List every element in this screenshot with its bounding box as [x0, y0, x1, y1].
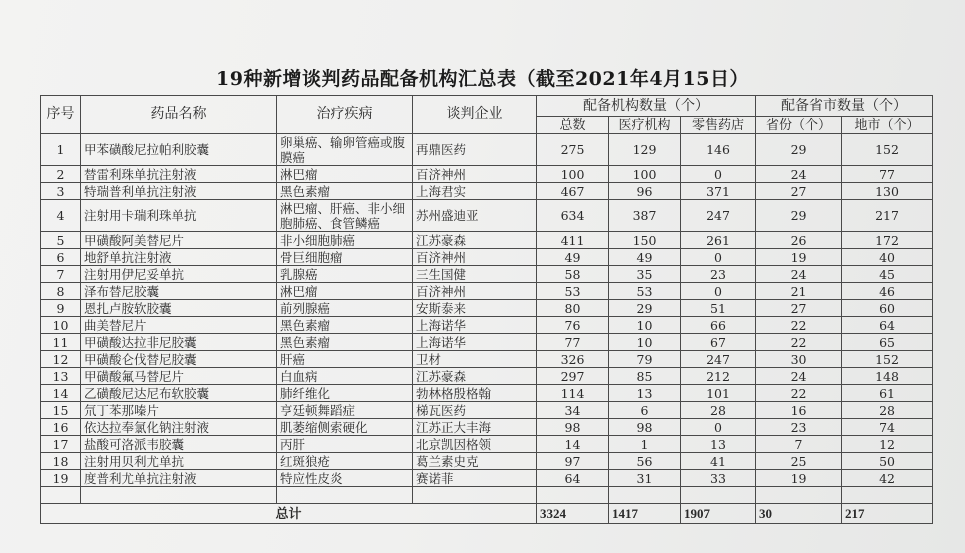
row-seq: 15	[41, 402, 81, 419]
table-row	[41, 166, 933, 183]
total-provinces: 30	[756, 504, 842, 524]
row-drug-name: 地舒单抗注射液	[81, 249, 277, 266]
row-disease: 特应性皮炎	[277, 470, 413, 487]
row-disease: 前列腺癌	[277, 300, 413, 317]
row-retail: 0	[681, 419, 756, 436]
row-retail: 67	[681, 334, 756, 351]
row-drug-name: 注射用卡瑞利珠单抗	[81, 200, 277, 232]
row-company: 江苏正大丰海	[413, 419, 537, 436]
row-seq: 7	[41, 266, 81, 283]
row-medical: 31	[609, 470, 681, 487]
row-cities: 45	[842, 266, 933, 283]
row-seq: 13	[41, 368, 81, 385]
row-seq: 6	[41, 249, 81, 266]
row-total: 114	[537, 385, 609, 402]
row-total: 49	[537, 249, 609, 266]
row-disease: 淋巴瘤、肝癌、非小细胞肺癌、食管鳞癌	[277, 200, 413, 232]
row-medical: 10	[609, 334, 681, 351]
total-row	[41, 504, 933, 524]
row-provinces: 22	[756, 317, 842, 334]
row-cities: 217	[842, 200, 933, 232]
row-retail: 28	[681, 402, 756, 419]
row-provinces: 22	[756, 334, 842, 351]
row-drug-name: 甲磺酸达拉非尼胶囊	[81, 334, 277, 351]
total-label: 总计	[41, 504, 537, 524]
row-disease: 卵巢癌、输卵管癌或腹膜癌	[277, 134, 413, 166]
row-disease: 黑色素瘤	[277, 334, 413, 351]
row-total: 64	[537, 470, 609, 487]
total-cities: 217	[842, 504, 933, 524]
row-retail: 41	[681, 453, 756, 470]
table-row	[41, 266, 933, 283]
row-seq: 3	[41, 183, 81, 200]
row-provinces: 19	[756, 470, 842, 487]
table-row	[41, 419, 933, 436]
row-company: 北京凯因格领	[413, 436, 537, 453]
row-total: 76	[537, 317, 609, 334]
row-company: 赛诺菲	[413, 470, 537, 487]
row-drug-name: 注射用贝利尤单抗	[81, 453, 277, 470]
row-drug-name: 甲磺酸氟马替尼片	[81, 368, 277, 385]
table-row	[41, 334, 933, 351]
row-medical: 6	[609, 402, 681, 419]
row-provinces: 24	[756, 368, 842, 385]
row-company: 卫材	[413, 351, 537, 368]
row-cities: 50	[842, 453, 933, 470]
row-cities: 172	[842, 232, 933, 249]
row-cities: 40	[842, 249, 933, 266]
row-cities: 152	[842, 134, 933, 166]
table-body	[41, 134, 933, 487]
row-medical: 96	[609, 183, 681, 200]
row-total: 297	[537, 368, 609, 385]
header-drug: 药品名称	[81, 96, 277, 134]
row-total: 97	[537, 453, 609, 470]
row-total: 77	[537, 334, 609, 351]
row-provinces: 16	[756, 402, 842, 419]
table-row	[41, 200, 933, 232]
row-cities: 130	[842, 183, 933, 200]
row-seq: 2	[41, 166, 81, 183]
row-total: 58	[537, 266, 609, 283]
row-drug-name: 泽布替尼胶囊	[81, 283, 277, 300]
row-provinces: 27	[756, 183, 842, 200]
row-provinces: 25	[756, 453, 842, 470]
table-row	[41, 249, 933, 266]
row-retail: 66	[681, 317, 756, 334]
page-title: 19种新增谈判药品配备机构汇总表（截至2021年4月15日）	[216, 68, 749, 90]
row-seq: 14	[41, 385, 81, 402]
row-company: 安斯泰来	[413, 300, 537, 317]
row-seq: 9	[41, 300, 81, 317]
table-row	[41, 453, 933, 470]
header-medical: 医疗机构	[609, 117, 681, 134]
row-drug-name: 甲磺酸阿美替尼片	[81, 232, 277, 249]
row-disease: 肺纤维化	[277, 385, 413, 402]
row-retail: 101	[681, 385, 756, 402]
row-provinces: 23	[756, 419, 842, 436]
row-drug-name: 特瑞普利单抗注射液	[81, 183, 277, 200]
row-seq: 16	[41, 419, 81, 436]
row-cities: 152	[842, 351, 933, 368]
table-row	[41, 300, 933, 317]
row-medical: 49	[609, 249, 681, 266]
row-retail: 23	[681, 266, 756, 283]
row-drug-name: 恩扎卢胺软胶囊	[81, 300, 277, 317]
row-seq: 18	[41, 453, 81, 470]
row-seq: 17	[41, 436, 81, 453]
row-cities: 60	[842, 300, 933, 317]
row-seq: 11	[41, 334, 81, 351]
row-provinces: 24	[756, 266, 842, 283]
row-company: 梯瓦医药	[413, 402, 537, 419]
row-seq: 4	[41, 200, 81, 232]
row-total: 275	[537, 134, 609, 166]
header-company: 谈判企业	[413, 96, 537, 134]
row-company: 江苏豪森	[413, 232, 537, 249]
row-drug-name: 甲苯磺酸尼拉帕利胶囊	[81, 134, 277, 166]
total-retail: 1907	[681, 504, 756, 524]
header-provinces: 省份（个）	[756, 117, 842, 134]
row-provinces: 30	[756, 351, 842, 368]
row-cities: 64	[842, 317, 933, 334]
row-medical: 85	[609, 368, 681, 385]
header-disease: 治疗疾病	[277, 96, 413, 134]
row-cities: 74	[842, 419, 933, 436]
header-seq: 序号	[41, 96, 81, 134]
row-retail: 247	[681, 200, 756, 232]
row-seq: 5	[41, 232, 81, 249]
row-cities: 42	[842, 470, 933, 487]
row-cities: 77	[842, 166, 933, 183]
row-drug-name: 氘丁苯那嗪片	[81, 402, 277, 419]
row-provinces: 7	[756, 436, 842, 453]
row-medical: 98	[609, 419, 681, 436]
row-retail: 33	[681, 470, 756, 487]
row-drug-name: 注射用伊尼妥单抗	[81, 266, 277, 283]
row-disease: 骨巨细胞瘤	[277, 249, 413, 266]
row-retail: 371	[681, 183, 756, 200]
row-company: 葛兰素史克	[413, 453, 537, 470]
row-seq: 1	[41, 134, 81, 166]
row-provinces: 24	[756, 166, 842, 183]
table-row	[41, 385, 933, 402]
row-retail: 261	[681, 232, 756, 249]
row-total: 53	[537, 283, 609, 300]
row-total: 634	[537, 200, 609, 232]
row-company: 百济神州	[413, 283, 537, 300]
row-company: 百济神州	[413, 249, 537, 266]
row-company: 再鼎医药	[413, 134, 537, 166]
row-retail: 0	[681, 283, 756, 300]
row-retail: 51	[681, 300, 756, 317]
row-provinces: 29	[756, 200, 842, 232]
table-row	[41, 470, 933, 487]
row-provinces: 27	[756, 300, 842, 317]
row-drug-name: 依达拉奉氯化钠注射液	[81, 419, 277, 436]
row-company: 苏州盛迪亚	[413, 200, 537, 232]
row-company: 三生国健	[413, 266, 537, 283]
row-medical: 79	[609, 351, 681, 368]
row-medical: 129	[609, 134, 681, 166]
row-total: 411	[537, 232, 609, 249]
row-total: 80	[537, 300, 609, 317]
row-medical: 1	[609, 436, 681, 453]
row-medical: 35	[609, 266, 681, 283]
row-retail: 212	[681, 368, 756, 385]
row-disease: 淋巴瘤	[277, 283, 413, 300]
row-cities: 28	[842, 402, 933, 419]
table-row	[41, 232, 933, 249]
header-cities: 地市（个）	[842, 117, 933, 134]
row-disease: 肌萎缩侧索硬化	[277, 419, 413, 436]
blank-row	[41, 487, 933, 504]
row-retail: 0	[681, 249, 756, 266]
table-row	[41, 283, 933, 300]
row-cities: 61	[842, 385, 933, 402]
row-total: 34	[537, 402, 609, 419]
row-disease: 亨廷顿舞蹈症	[277, 402, 413, 419]
row-seq: 12	[41, 351, 81, 368]
row-provinces: 19	[756, 249, 842, 266]
row-retail: 247	[681, 351, 756, 368]
table-row	[41, 317, 933, 334]
row-medical: 387	[609, 200, 681, 232]
row-total: 467	[537, 183, 609, 200]
row-drug-name: 曲美替尼片	[81, 317, 277, 334]
row-seq: 8	[41, 283, 81, 300]
row-total: 98	[537, 419, 609, 436]
total-medical: 1417	[609, 504, 681, 524]
row-provinces: 22	[756, 385, 842, 402]
row-medical: 56	[609, 453, 681, 470]
table-row	[41, 134, 933, 166]
row-disease: 丙肝	[277, 436, 413, 453]
row-seq: 19	[41, 470, 81, 487]
row-company: 百济神州	[413, 166, 537, 183]
row-total: 14	[537, 436, 609, 453]
row-cities: 12	[842, 436, 933, 453]
table-row	[41, 436, 933, 453]
row-company: 上海君实	[413, 183, 537, 200]
row-retail: 13	[681, 436, 756, 453]
table-row	[41, 368, 933, 385]
row-provinces: 29	[756, 134, 842, 166]
row-seq: 10	[41, 317, 81, 334]
header-institutions: 配备机构数量（个）	[537, 96, 756, 117]
row-drug-name: 度普利尤单抗注射液	[81, 470, 277, 487]
row-medical: 53	[609, 283, 681, 300]
row-cities: 65	[842, 334, 933, 351]
row-total: 100	[537, 166, 609, 183]
row-provinces: 21	[756, 283, 842, 300]
row-disease: 黑色素瘤	[277, 317, 413, 334]
row-retail: 0	[681, 166, 756, 183]
row-cities: 148	[842, 368, 933, 385]
row-company: 江苏豪森	[413, 368, 537, 385]
row-medical: 13	[609, 385, 681, 402]
row-disease: 黑色素瘤	[277, 183, 413, 200]
row-disease: 乳腺癌	[277, 266, 413, 283]
row-cities: 46	[842, 283, 933, 300]
row-disease: 红斑狼疮	[277, 453, 413, 470]
total-institutions: 3324	[537, 504, 609, 524]
row-drug-name: 乙磺酸尼达尼布软胶囊	[81, 385, 277, 402]
row-medical: 150	[609, 232, 681, 249]
row-retail: 146	[681, 134, 756, 166]
row-provinces: 26	[756, 232, 842, 249]
table-row	[41, 351, 933, 368]
row-company: 上海诺华	[413, 317, 537, 334]
row-disease: 淋巴瘤	[277, 166, 413, 183]
row-total: 326	[537, 351, 609, 368]
header-retail: 零售药店	[681, 117, 756, 134]
row-drug-name: 盐酸可洛派韦胶囊	[81, 436, 277, 453]
table-row	[41, 183, 933, 200]
row-drug-name: 甲磺酸仑伐替尼胶囊	[81, 351, 277, 368]
row-medical: 100	[609, 166, 681, 183]
header-regions: 配备省市数量（个）	[756, 96, 933, 117]
row-company: 上海诺华	[413, 334, 537, 351]
summary-table	[40, 95, 933, 524]
row-medical: 29	[609, 300, 681, 317]
table-row	[41, 402, 933, 419]
row-drug-name: 替雷利珠单抗注射液	[81, 166, 277, 183]
header-total: 总数	[537, 117, 609, 134]
row-disease: 非小细胞肺癌	[277, 232, 413, 249]
row-disease: 肝癌	[277, 351, 413, 368]
row-disease: 白血病	[277, 368, 413, 385]
row-medical: 10	[609, 317, 681, 334]
row-company: 勃林格殷格翰	[413, 385, 537, 402]
